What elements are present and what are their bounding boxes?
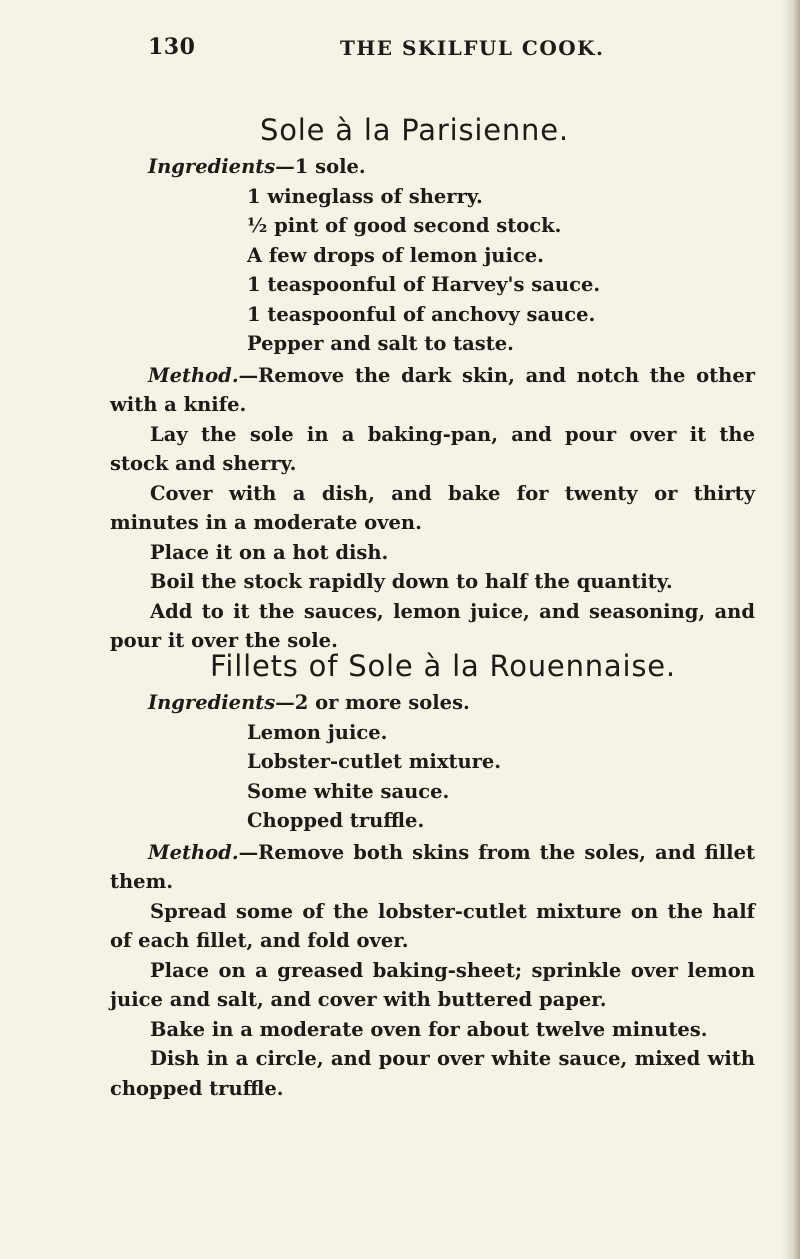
page-header [148, 34, 760, 64]
ingredients-list [0, 152, 800, 359]
method-line: them. [110, 870, 174, 893]
method-line [0, 1044, 800, 1074]
running-title: THE SKILFUL COOK. [340, 36, 605, 60]
ingredient-line: 1 wineglass of sherry. [247, 184, 483, 208]
method-line: Boil the stock rapidly down to half the quantity. [150, 570, 673, 593]
recipe-title: Sole à la Parisienne. [260, 113, 569, 147]
ingredient-line: Some white sauce. [247, 779, 450, 803]
method-line: with a knife. [110, 393, 247, 416]
method-line [0, 479, 800, 509]
ingredient-line: ½ pint of good second stock. [247, 214, 562, 237]
ingredients-label: Ingredients [148, 155, 276, 178]
ingredient-line: Pepper and salt to taste. [247, 332, 514, 355]
ingredients-list [0, 688, 800, 836]
ingredient-text: —1 sole. [275, 155, 366, 178]
method-line-text: Place on a greased baking-sheet; sprinkle over lemon [150, 958, 755, 982]
method-line: minutes in a moderate oven. [110, 511, 422, 534]
recipe-fillets-rouennaise [0, 646, 800, 1103]
method-line [0, 420, 800, 450]
method-line: juice and salt, and cover with buttered paper. [110, 988, 607, 1011]
method-line-text: Add to it the sauces, lemon juice, and seasoning, and [150, 599, 755, 623]
page-number: 130 [148, 34, 196, 60]
method-line: chopped truffle. [110, 1076, 284, 1100]
method-line: Bake in a moderate oven for about twelve minutes. [150, 1017, 708, 1041]
method-line: pour it over the sole. [110, 629, 338, 652]
ingredient-line [0, 688, 800, 718]
ingredient-line: 1 teaspoonful of anchovy sauce. [247, 302, 596, 326]
ingredient-line: 1 teaspoonful of Harvey's sauce. [247, 273, 601, 296]
method-line-text: Cover with a dish, and bake for twenty or thirty [150, 481, 755, 505]
method-line-text: Spread some of the lobster-cutlet mixture on the half [150, 899, 755, 923]
method-line: Place it on a hot dish. [150, 540, 389, 564]
ingredient-line: Lemon juice. [247, 720, 388, 744]
ingredient-line: Lobster-cutlet mixture. [247, 750, 502, 773]
method-line [0, 597, 800, 627]
ingredient-line [0, 152, 800, 182]
method-line [0, 897, 800, 927]
method-line: of each fillet, and fold over. [110, 929, 409, 952]
method-label: Method. [148, 363, 239, 387]
method-line-text: —Remove both skins from the soles, and fillet [238, 840, 755, 864]
method-line [0, 361, 793, 391]
recipe-title: Fillets of Sole à la Rouennaise. [210, 649, 676, 683]
method-text [0, 361, 800, 656]
method-text [0, 838, 800, 1104]
method-line-text: Dish in a circle, and pour over white sauce, mixed with [150, 1047, 755, 1070]
recipe-sole-parisienne [0, 110, 800, 656]
method-line-text: Lay the sole in a baking-pan, and pour over it the [150, 422, 755, 446]
method-label: Method. [148, 840, 239, 864]
method-line [0, 838, 800, 868]
ingredient-text: —2 or more soles. [275, 691, 470, 714]
ingredient-line: A few drops of lemon juice. [247, 243, 544, 267]
method-line [0, 956, 800, 986]
ingredient-line: Chopped truffle. [247, 809, 425, 832]
ingredients-label: Ingredients [148, 691, 276, 714]
method-line-text: —Remove the dark skin, and notch the other [238, 363, 755, 387]
method-line: stock and sherry. [110, 452, 297, 475]
